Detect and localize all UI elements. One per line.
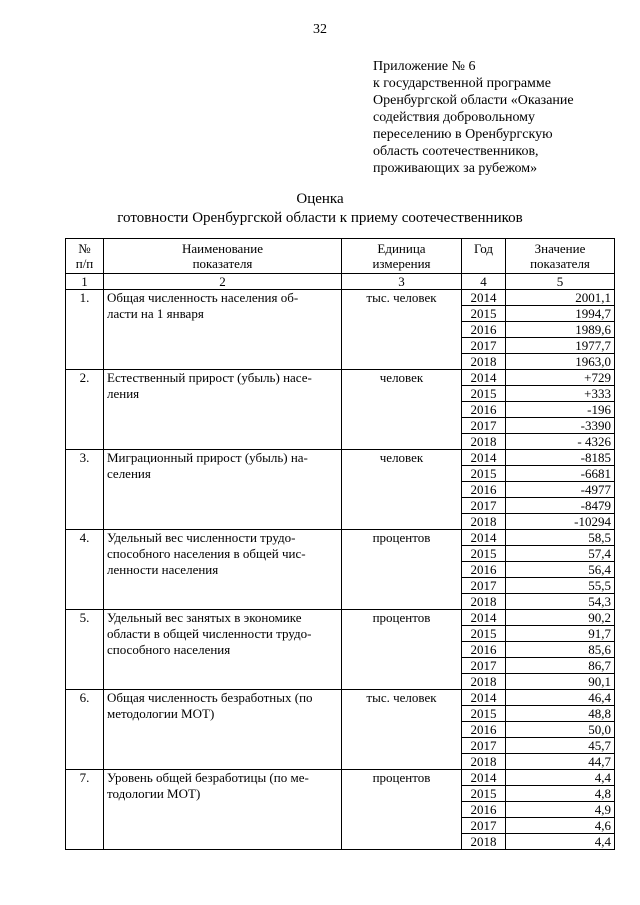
table-row [66,610,615,626]
value-cell: -8185 [506,450,615,466]
indicator-unit: тыс. человек [342,690,462,770]
value-cell: 2001,1 [506,290,615,306]
row-number: 5. [66,610,104,690]
year-cell: 2016 [462,802,506,818]
year-cell: 2014 [462,370,506,386]
indicator-unit: человек [342,450,462,530]
appendix-line: переселению в Оренбургскую [373,127,553,142]
year-cell: 2015 [462,626,506,642]
indicator-unit: процентов [342,610,462,690]
value-cell: -8479 [506,498,615,514]
appendix-line: проживающих за рубежом» [373,161,538,176]
header-unit-line: Единица [377,241,426,256]
indicator-name-line: селения [107,466,151,481]
value-cell: -4977 [506,482,615,498]
indicator-name [104,770,342,850]
indicator-name-line: Общая численность населения об- [107,290,299,305]
indicator-name [104,690,342,770]
indicator-name-line: Удельный вес численности трудо- [107,530,296,545]
indicator-name-line: тодологии МОТ) [107,786,201,801]
year-cell: 2018 [462,674,506,690]
value-cell: 44,7 [506,754,615,770]
year-cell: 2016 [462,402,506,418]
header-value-line: Значение [534,241,586,256]
value-cell: 55,5 [506,578,615,594]
appendix-line: область соотечественников, [373,144,539,159]
indicator-name-line: ласти на 1 января [107,306,204,321]
year-cell: 2015 [462,546,506,562]
indicator-name-line: методологии МОТ) [107,706,215,721]
row-number: 4. [66,530,104,610]
appendix-line: к государственной программе [373,76,551,91]
column-number-row [66,274,615,290]
indicator-name-line: ленности населения [107,562,219,577]
value-cell: 4,4 [506,770,615,786]
value-cell: 1963,0 [506,354,615,370]
year-cell: 2017 [462,498,506,514]
table-body [66,290,615,850]
indicator-name-line: способного населения [107,642,231,657]
year-cell: 2014 [462,530,506,546]
indicator-name [104,530,342,610]
indicator-name [104,610,342,690]
column-number: 2 [104,274,342,290]
header-name [104,239,342,274]
year-cell: 2016 [462,322,506,338]
year-cell: 2017 [462,658,506,674]
row-number: 2. [66,370,104,450]
value-cell: 54,3 [506,594,615,610]
column-number: 3 [342,274,462,290]
value-cell: 58,5 [506,530,615,546]
header-unit [342,239,462,274]
table-row [66,290,615,306]
header-num-line: п/п [75,256,94,271]
value-cell: 56,4 [506,562,615,578]
value-cell: 1989,6 [506,322,615,338]
row-number: 7. [66,770,104,850]
table-row [66,690,615,706]
indicator-name [104,450,342,530]
year-cell: 2016 [462,642,506,658]
indicator-name-line: Удельный вес занятых в экономике [107,610,302,625]
indicator-name [104,370,342,450]
value-cell: 91,7 [506,626,615,642]
table-row [66,770,615,786]
header-name-line: Наименование [182,241,263,256]
year-cell: 2018 [462,594,506,610]
table-row [66,530,615,546]
value-cell: 4,4 [506,834,615,850]
header-year [462,239,506,274]
year-cell: 2014 [462,290,506,306]
value-cell: 4,9 [506,802,615,818]
value-cell: 86,7 [506,658,615,674]
value-cell: 57,4 [506,546,615,562]
value-cell: 90,1 [506,674,615,690]
year-cell: 2015 [462,786,506,802]
value-cell: - 4326 [506,434,615,450]
value-cell: 1977,7 [506,338,615,354]
value-cell: +729 [506,370,615,386]
value-cell: 85,6 [506,642,615,658]
indicator-name-line: Естественный прирост (убыль) насе- [107,370,312,385]
indicator-name-line: Общая численность безработных (по [107,690,313,705]
value-cell: 90,2 [506,610,615,626]
table-row [66,370,615,386]
column-number: 5 [506,274,615,290]
year-cell: 2015 [462,706,506,722]
year-cell: 2017 [462,578,506,594]
appendix-line: Приложение № 6 [373,59,476,74]
header-year-label: Год [473,241,494,256]
value-cell: 1994,7 [506,306,615,322]
document-title [0,190,640,228]
row-number: 3. [66,450,104,530]
header-name-line: показателя [192,256,253,271]
year-cell: 2018 [462,434,506,450]
year-cell: 2015 [462,386,506,402]
header-unit-line: измерения [372,256,431,271]
page-number: 32 [313,22,327,37]
value-cell: -196 [506,402,615,418]
indicator-name-line: Уровень общей безработицы (по ме- [107,770,309,785]
value-cell: +333 [506,386,615,402]
value-cell: 45,7 [506,738,615,754]
header-value-line: показателя [530,256,590,271]
header-num [66,239,104,274]
appendix-line: Оренбургской области «Оказание [373,93,574,108]
year-cell: 2018 [462,514,506,530]
value-cell: -6681 [506,466,615,482]
year-cell: 2018 [462,354,506,370]
indicators-table [65,238,615,850]
indicator-unit: человек [342,370,462,450]
value-cell: 50,0 [506,722,615,738]
value-cell: 4,6 [506,818,615,834]
table-header-row [66,239,615,274]
indicator-name [104,290,342,370]
row-number: 6. [66,690,104,770]
year-cell: 2016 [462,482,506,498]
title-line: Оценка [296,191,344,207]
year-cell: 2016 [462,722,506,738]
year-cell: 2018 [462,754,506,770]
year-cell: 2016 [462,562,506,578]
value-cell: 4,8 [506,786,615,802]
appendix-note [373,58,623,177]
header-value [506,239,615,274]
indicator-name-line: ления [107,386,140,401]
value-cell: -3390 [506,418,615,434]
year-cell: 2015 [462,306,506,322]
indicator-unit: процентов [342,770,462,850]
year-cell: 2017 [462,738,506,754]
indicator-unit: тыс. человек [342,290,462,370]
column-number: 1 [66,274,104,290]
value-cell: 48,8 [506,706,615,722]
year-cell: 2015 [462,466,506,482]
year-cell: 2014 [462,770,506,786]
appendix-line: содействия добровольному [373,110,536,125]
year-cell: 2014 [462,690,506,706]
year-cell: 2017 [462,818,506,834]
row-number: 1. [66,290,104,370]
year-cell: 2017 [462,418,506,434]
indicator-name-line: области в общей численности трудо- [107,626,312,641]
year-cell: 2014 [462,610,506,626]
value-cell: 46,4 [506,690,615,706]
indicator-name-line: способного населения в общей чис- [107,546,306,561]
year-cell: 2014 [462,450,506,466]
title-subline: готовности Оренбургской области к приему соотечественников [117,210,523,226]
header-num-line: № [78,241,91,256]
indicator-name-line: Миграционный прирост (убыль) на- [107,450,308,465]
table-row [66,450,615,466]
year-cell: 2018 [462,834,506,850]
column-number: 4 [462,274,506,290]
indicator-unit: процентов [342,530,462,610]
year-cell: 2017 [462,338,506,354]
value-cell: -10294 [506,514,615,530]
